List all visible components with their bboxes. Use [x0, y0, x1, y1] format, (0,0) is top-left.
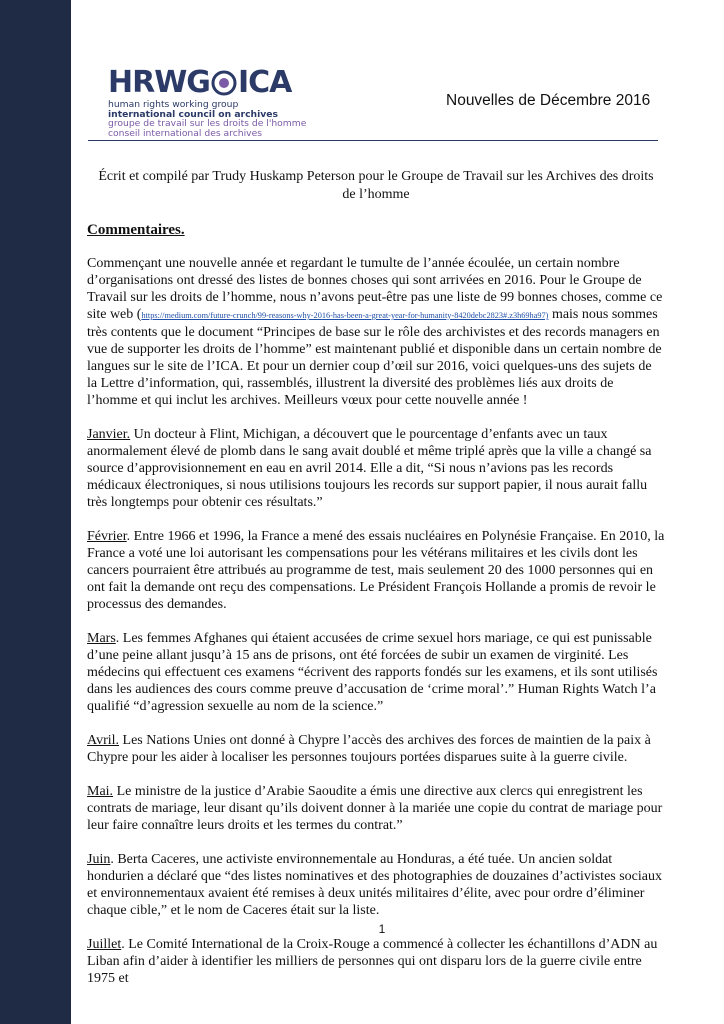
document-body — [87, 222, 665, 1004]
intro-paragraph — [87, 255, 665, 409]
paragraph-mars — [87, 630, 665, 715]
paragraph-juillet — [87, 936, 665, 987]
paragraph-mai — [87, 783, 665, 834]
left-sidebar-band — [0, 0, 71, 1024]
logo-line-1: human rights working group — [108, 99, 239, 110]
page-number: 1 — [378, 922, 386, 936]
paragraph-text: Les Nations Unies ont donné à Chypre l’accès des archives des forces de maintien de la paix à Chypre pour les aider à localiser les personnes toujours portées disparues suite à la guerre civile. — [87, 733, 651, 765]
byline: Écrit et compilé par Trudy Huskamp Peterson pour le Groupe de Travail sur les Archives des droits de l’homme — [98, 169, 654, 202]
intro-text-before: Commençant une nouvelle année et regardant le tumulte de l’année écoulée, un certain nombre d’organisations ont dressé des listes de bonnes choses qui sont arrivées en 2016. Pour le Groupe de Travail sur les droits de l’homme, nous n’avons peut-être pas une liste de 99 bonnes choses, comme ce site web ( — [87, 256, 663, 322]
logo-line-4: conseil international des archives — [108, 127, 263, 139]
newsletter-title: Nouvelles de Décembre 2016 — [446, 92, 651, 109]
logo-wordmark-right: ICA — [237, 65, 292, 100]
logo-wordmark — [108, 66, 308, 100]
month-label: Avril. — [87, 733, 120, 748]
medium-link[interactable]: https://medium.com/future-crunch/99-reasons-why-2016-has-been-a-great-year-for-humanity-8420debc2823#.z3h69ha97) — [141, 311, 549, 320]
paragraph-janvier — [87, 426, 665, 511]
paragraph-fevrier — [87, 528, 665, 613]
paragraph-text: . Les femmes Afghanes qui étaient accusées de crime sexuel hors mariage, ce qui est punissable d’une peine allant jusqu’à 15 ans de prisons, ont été forcées de subir un examen de virginité. Les médecins qui effectuent ces examens “écrivent des rapports fondés sur les examens, et ils sont utilisés dans les audiences des cours comme preuve d’accusation de ‘crime moral’.” Human Rights Watch l’a qualifié “d’agression sexuelle au nom de la science.” — [87, 631, 658, 714]
header-rule — [88, 140, 658, 141]
month-label: Mai. — [87, 784, 114, 799]
paragraph-text: . Berta Caceres, une activiste environnementale au Honduras, a été tuée. Un ancien soldat hondurien a déclaré que “des listes nominatives et des photographies de douzaines d’activistes sociaux et environnementaux avaient été remises à deux unités militaires d’élite, avec pour ordre d’éliminer chaque cible,” et le nom de Caceres était sur la liste. — [87, 852, 662, 918]
logo-wordmark-left: HRWG — [108, 65, 210, 100]
month-label: Juillet — [87, 937, 122, 952]
logo-line-2: international council on archives — [108, 108, 278, 120]
globe-icon — [211, 70, 237, 96]
month-label: Juin — [87, 852, 111, 867]
paragraph-text: . Entre 1966 et 1996, la France a mené des essais nucléaires en Polynésie Française. En 2010, la France a voté une loi autorisant les compensations pour les vétérans militaires et les civils dont les cancers pourraient être attribués au programme de test, mais seulement 20 des 1000 personnes qui en ont fait la demande ont reçu des compensations. Le Président François Hollande a promis de revoir le processus des demandes. — [87, 529, 665, 612]
month-label: Janvier. — [87, 427, 131, 442]
month-label: Mars — [87, 631, 116, 646]
month-label: Février — [87, 529, 127, 544]
paragraph-juin — [87, 851, 665, 919]
paragraph-text: Un docteur à Flint, Michigan, a découvert que le pourcentage d’enfants avec un taux anormalement élevé de plomb dans le sang avait doublé et même triplé après que la ville a changé sa source d’approvisionnement en eau en avril 2014. Elle a dit, “Si nous n’avions pas les records médicaux électroniques, si nous utilisions toujours les records sur support papier, il nous aurait fallu très longtemps pour obtenir ces résultats.” — [87, 427, 652, 510]
logo-line-3: groupe de travail sur les droits de l'homme — [108, 118, 307, 130]
paragraph-text: Le ministre de la justice d’Arabie Saoudite a émis une directive aux clercs qui enregistrent les contrats de mariage, leur disant qu’ils doivent donner à la mariée une copie du contrat de mariage pour leur faire connaître leurs droits et les termes du contrat.” — [87, 784, 663, 833]
paragraph-text: . Le Comité International de la Croix-Rouge a commencé à collecter les échantillons d’ADN au Liban afin d’aider à identifier les milliers de personnes qui ont disparu lors de la guerre civile entre 1975 et — [87, 937, 658, 986]
intro-text-after: mais nous sommes très contents que le document “Principes de base sur le rôle des archivistes et des records managers en vue de supporter les droits de l’homme” est maintenant publié et disponible dans un certain nombre de langues sur le site de l’ICA. Et pour un dernier coup d’œil sur 2016, voici quelques-uns des sujets de la Lettre d’information, qui, rassemblés, illustrent la diversité des problèmes liés aux droits de l’homme et qui inclut les archives. Meilleurs vœux pour cette nouvelle année ! — [87, 307, 662, 408]
hrwg-ica-logo — [108, 66, 308, 138]
section-title: Commentaires. — [87, 222, 185, 238]
paragraph-avril — [87, 732, 665, 766]
